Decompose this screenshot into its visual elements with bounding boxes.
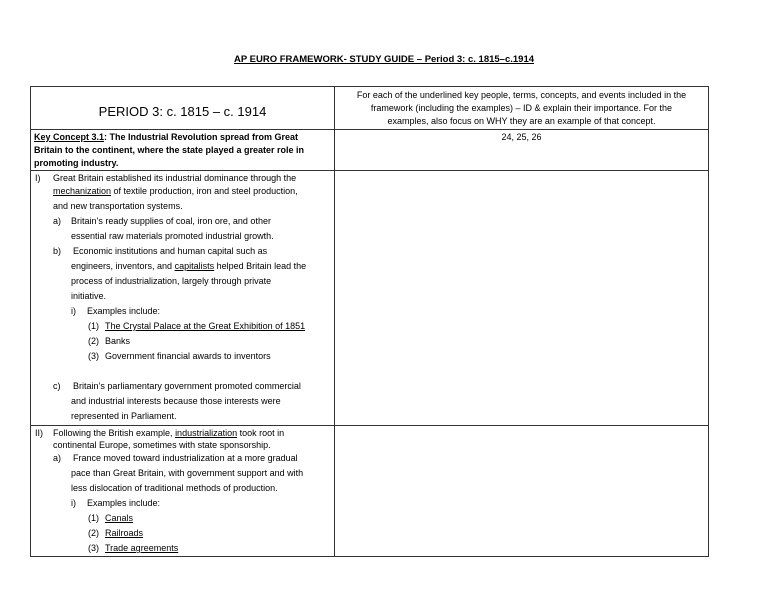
list-item: (1) Canals (88, 513, 134, 523)
list-item: mechanization of textile production, iron and steel production, (53, 186, 298, 196)
list-item: process of industrialization, largely through private (71, 276, 272, 286)
list-item: (2) Banks (88, 336, 131, 346)
list-item: a) Britain’s ready supplies of coal, iron ore, and other (53, 216, 271, 226)
list-item: continental Europe, sometimes with state sponsorship. (53, 440, 271, 450)
list-item: represented in Parliament. (71, 411, 177, 421)
key-concept-label: Key Concept 3.1 (34, 132, 105, 142)
table-row (31, 130, 709, 171)
section-1-notes-cell[interactable] (335, 171, 709, 426)
section-2-notes-cell[interactable] (335, 426, 709, 557)
section-1-cell (31, 171, 335, 426)
key-term-railroads: Railroads (105, 528, 144, 538)
list-item: initiative. (71, 291, 107, 301)
key-term-canals: Canals (105, 513, 134, 523)
list-item: i) Examples include: (71, 306, 161, 316)
list-item: (3) Trade agreements (88, 543, 179, 553)
instructions-line: framework (including the examples) – ID & explain their importance. For the (370, 103, 673, 113)
instructions (335, 87, 708, 128)
key-concept-notes-cell[interactable] (335, 130, 709, 171)
key-term-capitalists: capitalists (174, 261, 215, 271)
list-item: pace than Great Britain, with government support and with (71, 468, 304, 478)
textbook-pages: 24, 25, 26 (501, 132, 542, 142)
list-item: less dislocation of traditional methods of production. (71, 483, 278, 493)
key-term-crystal-palace: The Crystal Palace at the Great Exhibition of 1851 (105, 321, 306, 331)
table-row (31, 171, 709, 426)
list-item: (2) Railroads (88, 528, 144, 538)
list-item: and industrial interests because those interests were (71, 396, 281, 406)
key-term-trade-agreements: Trade agreements (105, 543, 179, 553)
list-item: engineers, inventors, and capitalists helped Britain lead the (71, 261, 307, 271)
instructions-line: examples, also focus on WHY they are an example of that concept. (387, 116, 656, 126)
document-title: AP EURO FRAMEWORK- STUDY GUIDE – Period 3: c. 1815–c.1914 (233, 54, 535, 65)
list-item: c) Britain’s parliamentary government promoted commercial (53, 381, 301, 391)
list-item: a) France moved toward industrialization at a more gradual (53, 453, 298, 463)
list-item: i) Examples include: (71, 498, 161, 508)
list-item: essential raw materials promoted industrial growth. (71, 231, 274, 241)
study-guide-table (30, 86, 709, 557)
list-item: b) Economic institutions and human capital such as (53, 246, 268, 256)
key-term-industrialization: industrialization (175, 428, 238, 438)
period-cell (31, 87, 335, 130)
key-concept (31, 130, 334, 170)
list-item: I) Great Britain established its industrial dominance through the (35, 173, 297, 183)
list-item: II) Following the British example, industrialization took root in (35, 428, 285, 438)
section-2-cell (31, 426, 335, 557)
key-concept-cell (31, 130, 335, 171)
table-row (31, 426, 709, 557)
key-concept-text: : The Industrial Revolution spread from Great (104, 132, 299, 142)
list-item: and new transportation systems. (53, 201, 183, 211)
key-concept-line: Britain to the continent, where the state played a greater role in (34, 145, 305, 155)
instructions-cell (335, 87, 709, 130)
instructions-line: For each of the underlined key people, terms, concepts, and events included in the (356, 90, 687, 100)
list-item: (3) Government financial awards to inventors (88, 351, 271, 361)
table-row (31, 87, 709, 130)
list-item: (1) The Crystal Palace at the Great Exhibition of 1851 (88, 321, 306, 331)
period-heading: PERIOD 3: c. 1815 – c. 1914 (98, 104, 267, 119)
key-concept-line: promoting industry. (34, 158, 119, 168)
key-term-mechanization: mechanization (53, 186, 112, 196)
